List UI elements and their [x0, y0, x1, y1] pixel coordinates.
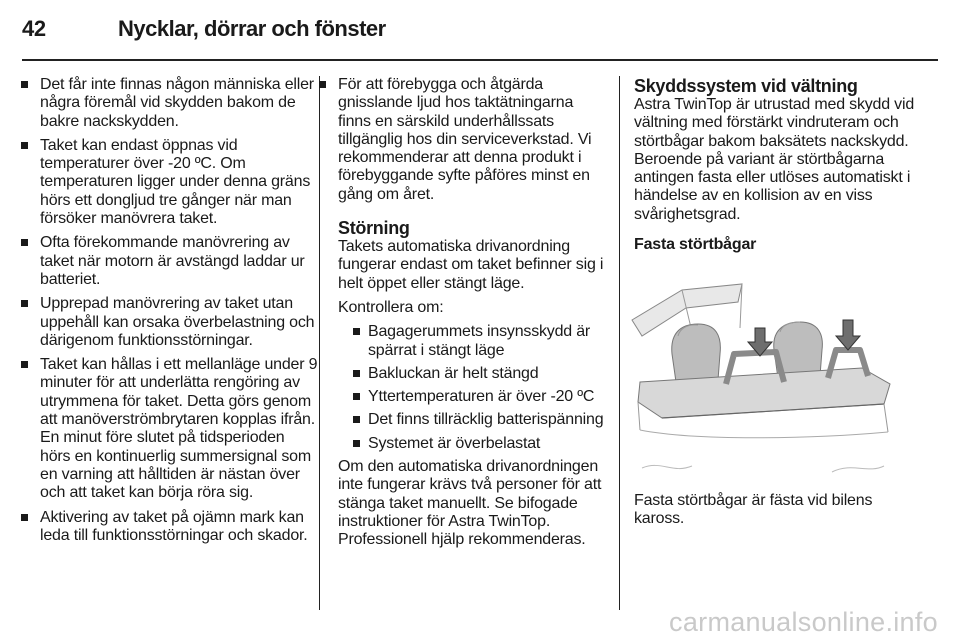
- column-3: [634, 76, 924, 254]
- column-2: [338, 76, 604, 556]
- bullet-square-icon: [21, 514, 28, 521]
- watermark: carmanualsonline.info: [669, 607, 938, 637]
- bullet-square-icon: [21, 81, 28, 88]
- list-item: Systemet är överbelastat: [352, 435, 604, 453]
- list-item: Ofta förekommande manövrering av taket när motorn är avstängd laddar ur batteriet.: [20, 234, 318, 289]
- bullet-square-icon: [353, 393, 360, 400]
- check-label: Kontrollera om:: [338, 298, 444, 316]
- warning-list: [40, 76, 318, 545]
- bullet-square-icon: [21, 361, 28, 368]
- bullet-square-icon: [319, 81, 326, 88]
- subheading-fixed-bars: Fasta störtbågar: [634, 236, 757, 254]
- section-heading-rollover: Skyddssystem vid vältning: [634, 76, 858, 96]
- list-item: Bakluckan är helt stängd: [352, 365, 604, 383]
- list-item: Taket kan endast öppnas vid temperaturer över -20 ºC. Om temperaturen ligger under denna gräns hörs ett dongljud tre gånger när man försöker manövrera taket.: [20, 137, 318, 228]
- bullet-square-icon: [21, 300, 28, 307]
- bullet-square-icon: [21, 239, 28, 246]
- column-1: [40, 76, 318, 551]
- header-divider: [22, 59, 938, 61]
- page-number: 42: [22, 16, 46, 41]
- list-item: Aktivering av taket på ojämn mark kan leda till funktionsstörningar och skador.: [20, 509, 318, 546]
- section-heading-fault: Störning: [338, 218, 410, 239]
- paragraph: Om den automatiska drivanordningen inte fungerar krävs två personer för att stänga taket manuellt. Se bifogade instruktioner för Astra TwinTop. Professionell hjälp rekommenderas.: [338, 458, 602, 549]
- paragraph: Astra TwinTop är utrustad med skydd vid vältning med förstärkt vindruteram och störtbågar bakom baksätets nackskydd. Beroende på variant är störtbågarna antingen fasta eller utlöses automatiskt i händelse av en kollision av en viss svårighetsgrad.: [634, 96, 915, 223]
- bullet-square-icon: [353, 440, 360, 447]
- bullet-square-icon: [353, 416, 360, 423]
- column-divider-2: [619, 76, 620, 610]
- check-list: [338, 323, 604, 453]
- list-item: Upprepad manövrering av taket utan uppehåll kan orsaka överbelastning och därigenom funktionsstörningar.: [20, 295, 318, 350]
- rollbar-illustration: [622, 262, 902, 484]
- bullet-square-icon: [353, 328, 360, 335]
- list-item: Taket kan hållas i ett mellanläge under 9 minuter för att underlätta rengöring av utrymmena för taket. Detta görs genom att manöverströmbrytaren kopplas ifrån. En minut före slutet på tidsperioden hörs en kontinuerlig summersignal som en varning att hålltiden är nästan över och att taket kan börja röra sig.: [20, 356, 318, 502]
- list-item: Det får inte finnas någon människa eller några föremål vid skydden bakom de bakre nackskydden.: [20, 76, 318, 131]
- convertible-car-illustration: [622, 262, 902, 484]
- bullet-square-icon: [353, 370, 360, 377]
- list-item: För att förebygga och åtgärda gnisslande ljud hos taktätningarna finns en särskild underhållssats tillgänglig hos din serviceverkstad. Vi rekommenderar att denna produkt i förebyggande syfte påföres minst en gång om året.: [318, 76, 604, 204]
- paragraph: Takets automatiska drivanordning fungerar endast om taket befinner sig i helt öppet eller stängt läge.: [338, 238, 604, 292]
- list-item: Yttertemperaturen är över -20 ºC: [352, 388, 604, 406]
- list-item: Bagagerummets insynsskydd är spärrat i stängt läge: [352, 323, 604, 360]
- maintenance-list: [338, 76, 604, 204]
- illustration-caption: Fasta störtbågar är fästa vid bilens kaross.: [634, 492, 873, 528]
- list-item: Det finns tillräcklig batterispänning: [352, 411, 604, 429]
- list-item-extra: En minut före slutet på tidsperioden hörs en kontinuerlig summersignal som en varning att hålltiden är nästan över och att taket kan börja röra sig.: [40, 429, 311, 502]
- bullet-square-icon: [21, 142, 28, 149]
- page-title: Nycklar, dörrar och fönster: [118, 16, 386, 41]
